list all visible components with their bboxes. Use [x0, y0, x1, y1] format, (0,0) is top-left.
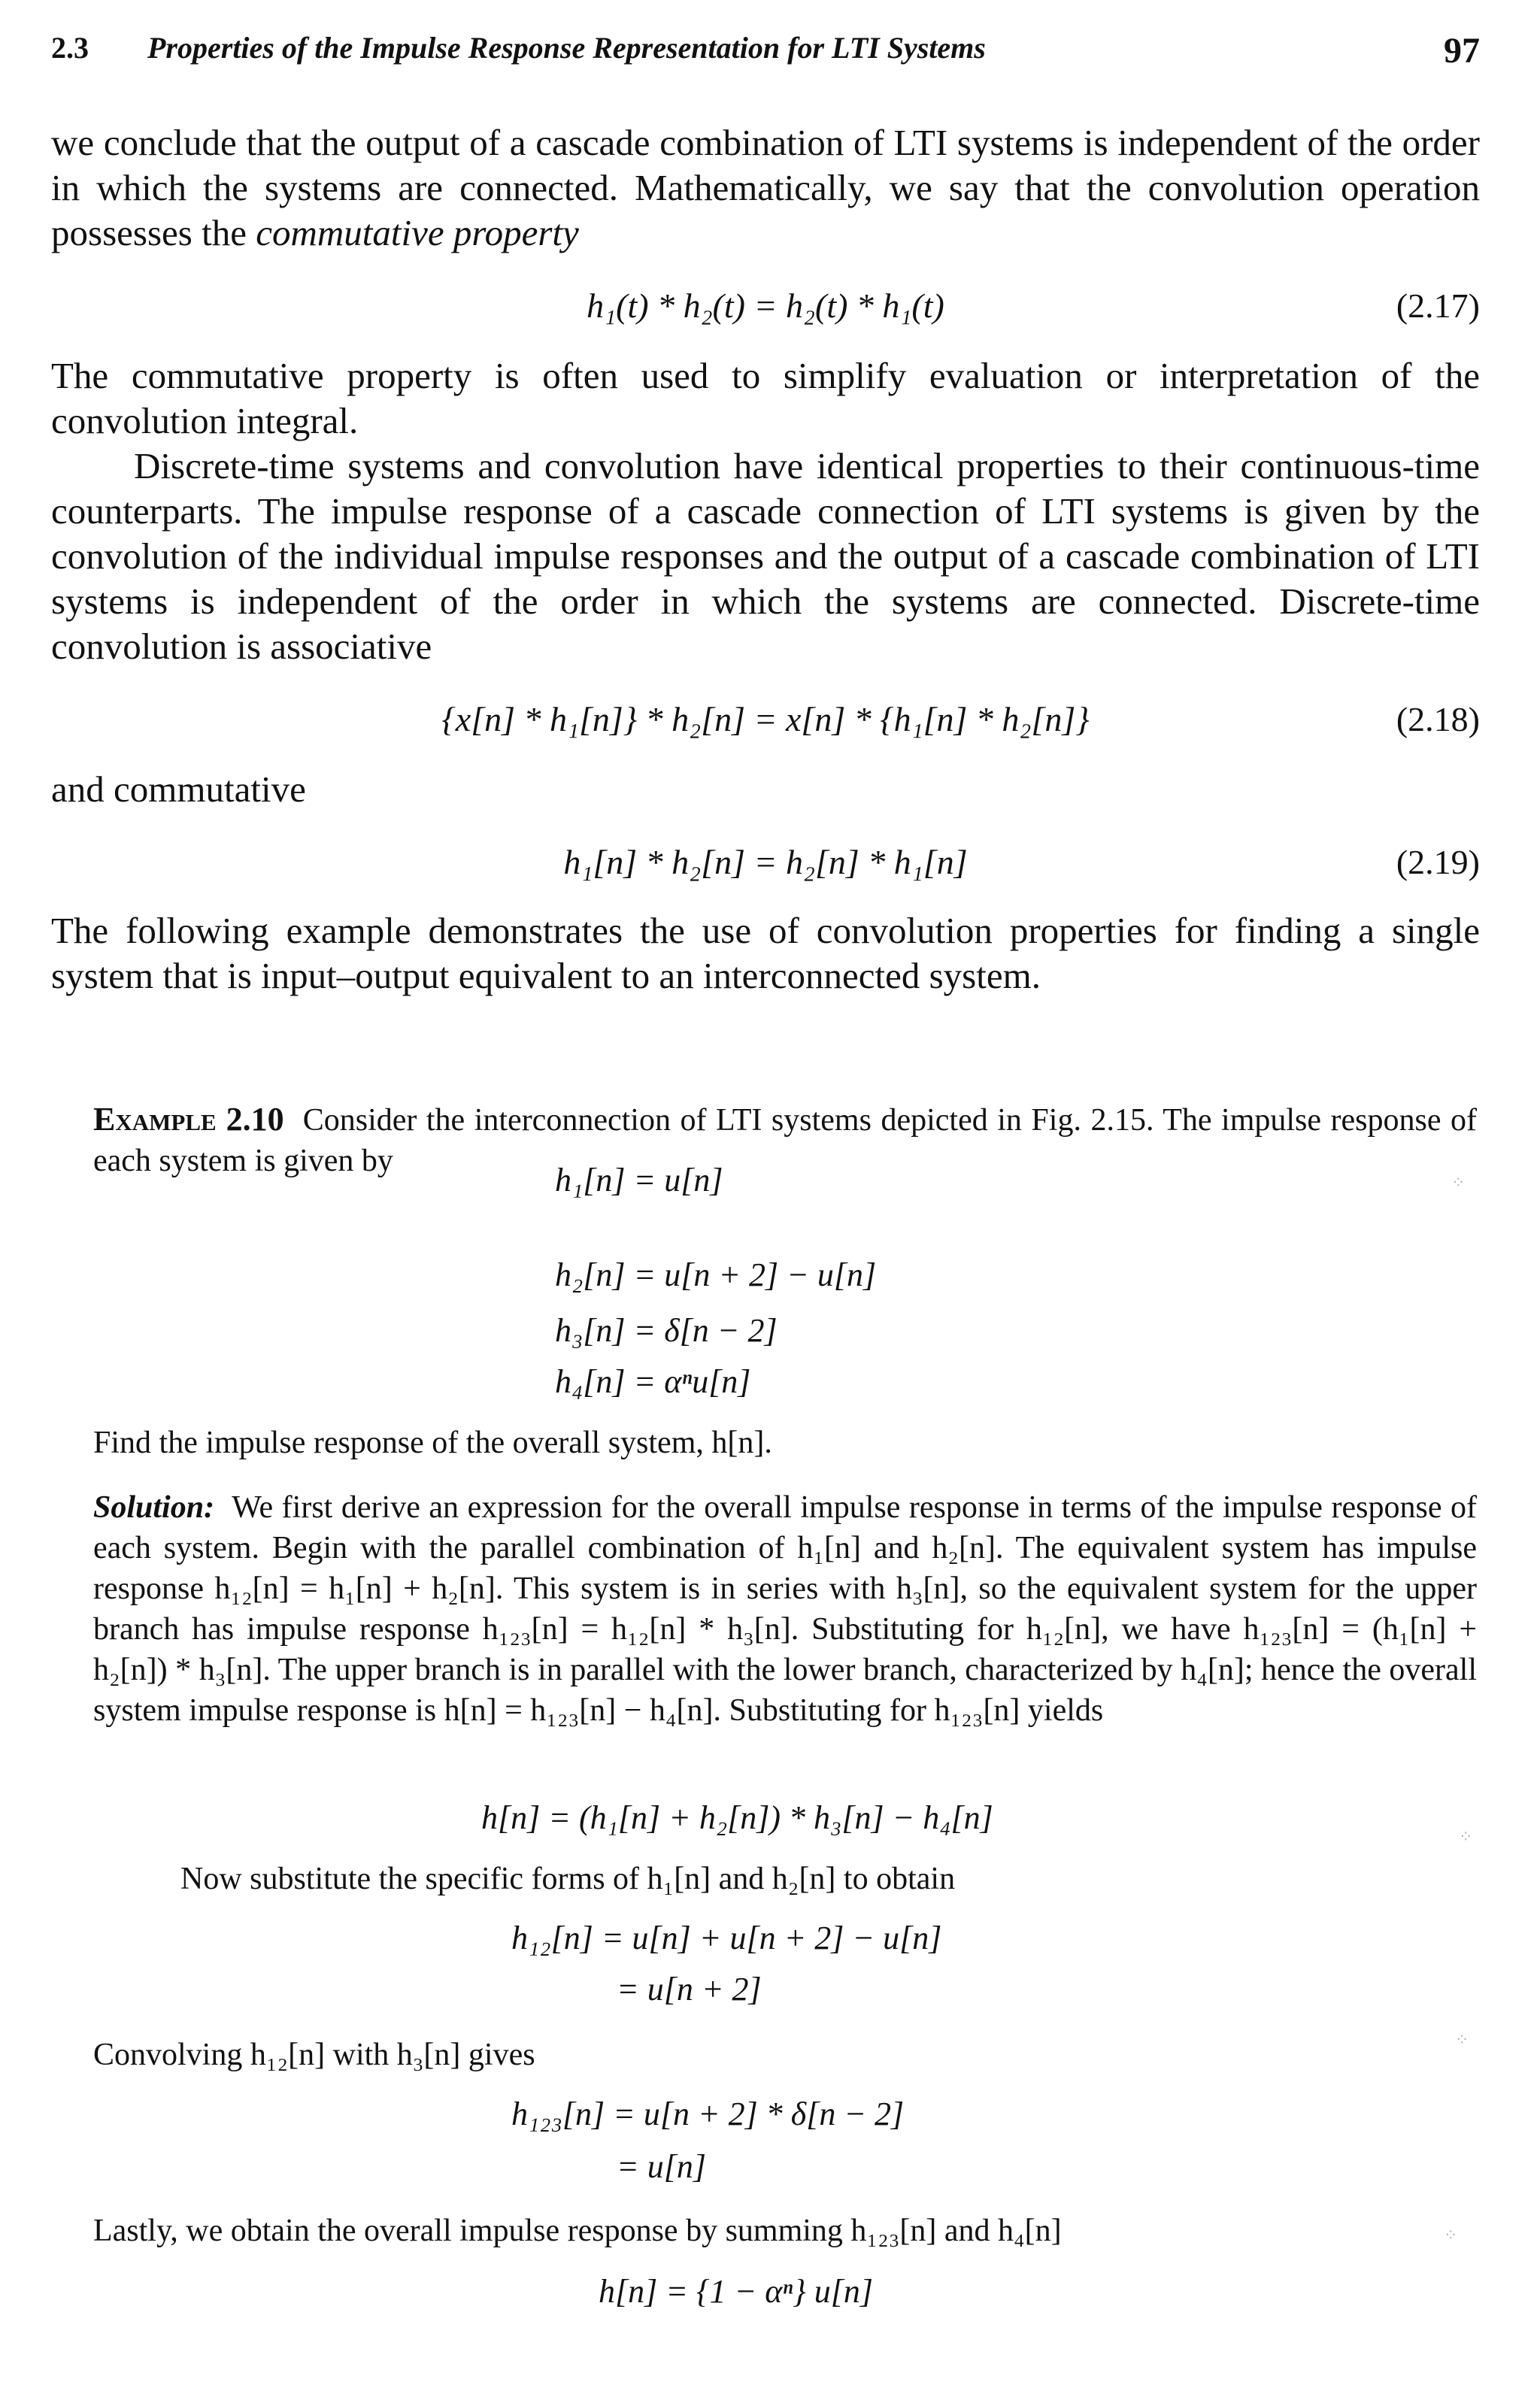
equation-2-19-number: (2.19)	[1396, 843, 1480, 881]
solution-paragraph	[93, 1487, 1477, 1731]
scan-speck: ⁘	[1451, 1173, 1466, 1192]
para2-text: The commutative property is often used to simplify evaluation or interpretation of the convolution integral.	[51, 355, 1480, 441]
paragraph-commutative-intro	[51, 120, 1480, 256]
now-substitute-text: Now substitute the specific forms of h₁[n] and h₂[n] to obtain	[180, 1862, 956, 1896]
convolving-text: Convolving h₁₂[n] with h₃[n] gives	[93, 2038, 535, 2072]
scan-speck: ⁘	[1459, 1827, 1473, 1846]
solution-label: Solution:	[93, 1490, 215, 1525]
now-substitute-line	[180, 1859, 1083, 1899]
and-commutative-text: and commutative	[51, 768, 306, 810]
equation-h123-line2: = u[n]	[617, 2148, 706, 2185]
section-number: 2.3	[51, 31, 89, 65]
equation-2-19-expr: h₁[n] * h₂[n] = h₂[n] * h₁[n]	[563, 843, 968, 881]
scan-speck: ⁘	[1444, 2226, 1458, 2244]
example-intro-text: Consider the interconnection of LTI systems depicted in Fig. 2.15. The impulse response of each system is given by	[93, 1103, 1477, 1178]
example-find-text: Find the impulse response of the overall system, h[n].	[93, 1426, 772, 1460]
equation-h12-line2: = u[n + 2]	[617, 1971, 762, 2008]
solution-text: We first derive an expression for the overall impulse response in terms of the impulse response of each system. Begin with the parallel combination of h₁[n] and h₂[n]. The equivalent system has impulse response h₁₂[n] = h₁[n] + h₂[n]. This system is in series with h₃[n], so the equivalent system for the upper branch has impulse response h₁₂₃[n] = h₁₂[n] * h₃[n]. Substituting for h₁₂[n], we have h₁₂₃[n] = (h₁[n] + h₂[n]) * h₃[n]. The upper branch is in parallel with the lower branch, characterized by h₄[n]; hence the overall system impulse response is h[n] = h₁₂₃[n] − h₄[n]. Substituting for h₁₂₃[n] yields	[93, 1490, 1478, 1728]
h1-definition: h₁[n] = u[n]	[555, 1162, 723, 1199]
equation-h12-line1: h₁₂[n] = u[n] + u[n + 2] − u[n]	[511, 1920, 942, 1956]
equation-2-17-expr: h₁(t) * h₂(t) = h₂(t) * h₁(t)	[587, 286, 944, 325]
equation-2-17-number: (2.17)	[1396, 286, 1480, 325]
equation-2-18-number: (2.18)	[1396, 700, 1480, 738]
chapter-section-title: Properties of the Impulse Response Representation for LTI Systems	[147, 31, 986, 65]
paragraph-commutative-use	[51, 353, 1480, 444]
convolving-line	[93, 2035, 1477, 2075]
example-label: Example 2.10	[93, 1101, 284, 1138]
equation-2-18-expr: {x[n] * h₁[n]} * h₂[n] = x[n] * {h₁[n] * h₂[n]}	[441, 700, 1090, 738]
paragraph-discrete-time	[51, 444, 1480, 669]
equation-2-18	[51, 699, 1480, 744]
equation-2-17	[51, 286, 1480, 331]
equation-h123-line1: h₁₂₃[n] = u[n + 2] * δ[n − 2]	[511, 2096, 905, 2132]
example-find-line	[93, 1423, 1477, 1463]
h4-definition: h₄[n] = αⁿu[n]	[555, 1363, 751, 1400]
equation-2-19	[51, 842, 1480, 887]
and-commutative-line	[51, 767, 1480, 812]
h2-definition: h₂[n] = u[n + 2] − u[n]	[555, 1256, 877, 1293]
paragraph-example-intro	[51, 908, 1480, 999]
para3-text: Discrete-time systems and convolution have identical properties to their continuous-time counterparts. The impulse response of a cascade connection of LTI systems is given by the convolution of the individual impulse responses and the output of a cascade combination of LTI systems is independent of the order in which the systems are connected. Discrete-time convolution is associative	[51, 445, 1480, 667]
para1-text: we conclude that the output of a cascade combination of LTI systems is independent of the order in which the systems are connected. Mathematically, we say that the convolution operation possesses the	[51, 122, 1480, 253]
running-header	[51, 30, 1480, 75]
equation-overall-h: h[n] = (h₁[n] + h₂[n]) * h₃[n] − h₄[n]	[481, 1799, 993, 1836]
para4-text: The following example demonstrates the use of convolution properties for finding a single system that is input–output equivalent to an interconnected system.	[51, 910, 1480, 996]
scan-speck: ⁘	[1455, 2030, 1469, 2049]
page-number: 97	[1444, 31, 1480, 71]
equation-final-h: h[n] = {1 − αⁿ} u[n]	[599, 2273, 874, 2310]
commutative-property-term: commutative property	[256, 212, 579, 253]
lastly-line	[93, 2211, 1477, 2251]
example-2-10-intro	[93, 1099, 1477, 1181]
lastly-text: Lastly, we obtain the overall impulse response by summing h₁₂₃[n] and h₄[n]	[93, 2214, 1062, 2248]
h3-definition: h₃[n] = δ[n − 2]	[555, 1312, 778, 1349]
